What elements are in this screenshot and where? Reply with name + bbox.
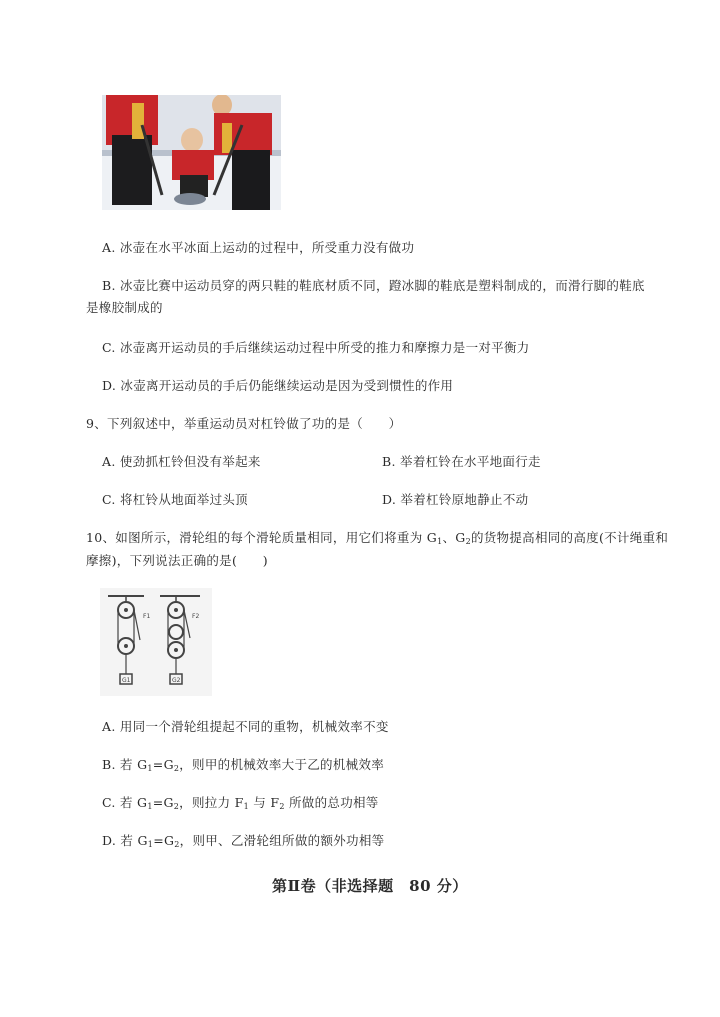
q9-option-d: D. 举着杠铃原地静止不动	[382, 492, 529, 507]
label-g2: G2	[172, 677, 181, 684]
q9-stem: 9、下列叙述中，举重运动员对杠铃做了功的是（ ）	[86, 416, 402, 431]
q9-option-c: C. 将杠铃从地面举过头顶	[102, 492, 248, 507]
q10-option-b: B. 若 $G_1=G_2$，则甲的机械效率大于乙的机械效率	[102, 757, 385, 773]
q10-option-a: A. 用同一个滑轮组提起不同的重物，机械效率不变	[102, 719, 389, 734]
label-f1: F1	[143, 613, 151, 620]
q10-option-c: C. 若 $G_1=G_2$，则拉力 $F_1$ 与 $F_2$ 所做的总功相等	[102, 795, 379, 811]
label-g1: G1	[122, 677, 131, 684]
curling-photo-illustration	[102, 95, 281, 210]
pulley-system-figure	[100, 588, 212, 696]
q10-stem-line2: 摩擦)，下列说法正确的是( )	[86, 553, 268, 568]
pulley-diagram	[100, 588, 212, 696]
curling-photo	[102, 95, 281, 210]
q8-option-b-line2: 是橡胶制成的	[86, 300, 163, 315]
q8-option-a: A. 冰壶在水平冰面上运动的过程中，所受重力没有做功	[102, 240, 415, 255]
q9-option-b: B. 举着杠铃在水平地面行走	[382, 454, 541, 469]
q8-option-d: D. 冰壶离开运动员的手后仍能继续运动是因为受到惯性的作用	[102, 378, 454, 393]
q10-option-d: D. 若 $G_1=G_2$，则甲、乙滑轮组所做的额外功相等	[102, 833, 385, 849]
q9-option-a: A. 使劲抓杠铃但没有举起来	[102, 454, 261, 469]
q8-option-b-line1: B. 冰壶比赛中运动员穿的两只鞋的鞋底材质不同，蹬冰脚的鞋底是塑料制成的，而滑行脚的鞋底	[102, 278, 645, 293]
label-f2: F2	[192, 613, 200, 620]
q10-stem-line1: 10、如图所示，滑轮组的每个滑轮质量相同，用它们将重为 $G_1$、$G_2$的货物提高相同的高度(不计绳重和	[86, 530, 669, 546]
q8-option-c: C. 冰壶离开运动员的手后继续运动过程中所受的推力和摩擦力是一对平衡力	[102, 340, 530, 355]
section-title: 第Ⅱ卷（非选择题 80 分）	[272, 877, 468, 895]
